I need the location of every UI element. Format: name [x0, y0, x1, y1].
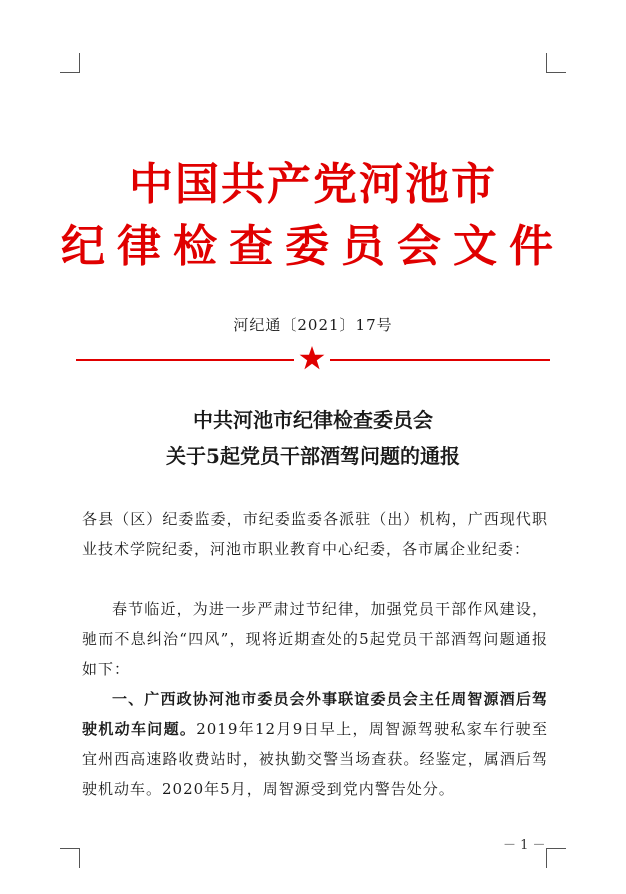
salutation-paragraph: 各县（区）纪委监委，市纪委监委各派驻（出）机构，广西现代职业技术学院纪委，河池市职业教育中心纪委，各市属企业纪委：	[82, 510, 548, 558]
intro-paragraph: 春节临近，为进一步严肃过节纪律，加强党员干部作风建设，驰而不息纠治“四风”，现将近期查处的5起党员干部酒驾问题通报如下：	[82, 600, 548, 678]
case-1-paragraph	[82, 684, 548, 804]
document-header-line1: 中国共产党河池市	[129, 159, 497, 210]
separator-line-right	[330, 359, 550, 361]
separator-line-left	[76, 359, 294, 361]
document-number: 河纪通〔2021〕17号	[233, 316, 393, 334]
case-1-heading: 一、广西政协河池市委员会外事联谊委员会主任周智源酒后驾驶机动车问题。	[82, 690, 548, 738]
notice-title-line1: 中共河池市纪律检查委员会	[193, 408, 433, 432]
document-header-line2: 纪律检查委员会文件	[61, 221, 565, 272]
star-icon	[299, 345, 325, 371]
page-number: － 1 －	[503, 838, 546, 853]
case-1-text: 2019年12月9日早上，周智源驾驶私家车行驶至宜州西高速路收费站时，被执勤交警当场查获。经鉴定，属酒后驾驶机动车。2020年5月，周智源受到党内警告处分。	[82, 720, 548, 798]
notice-title-line2: 关于5起党员干部酒驾问题的通报	[166, 444, 460, 468]
